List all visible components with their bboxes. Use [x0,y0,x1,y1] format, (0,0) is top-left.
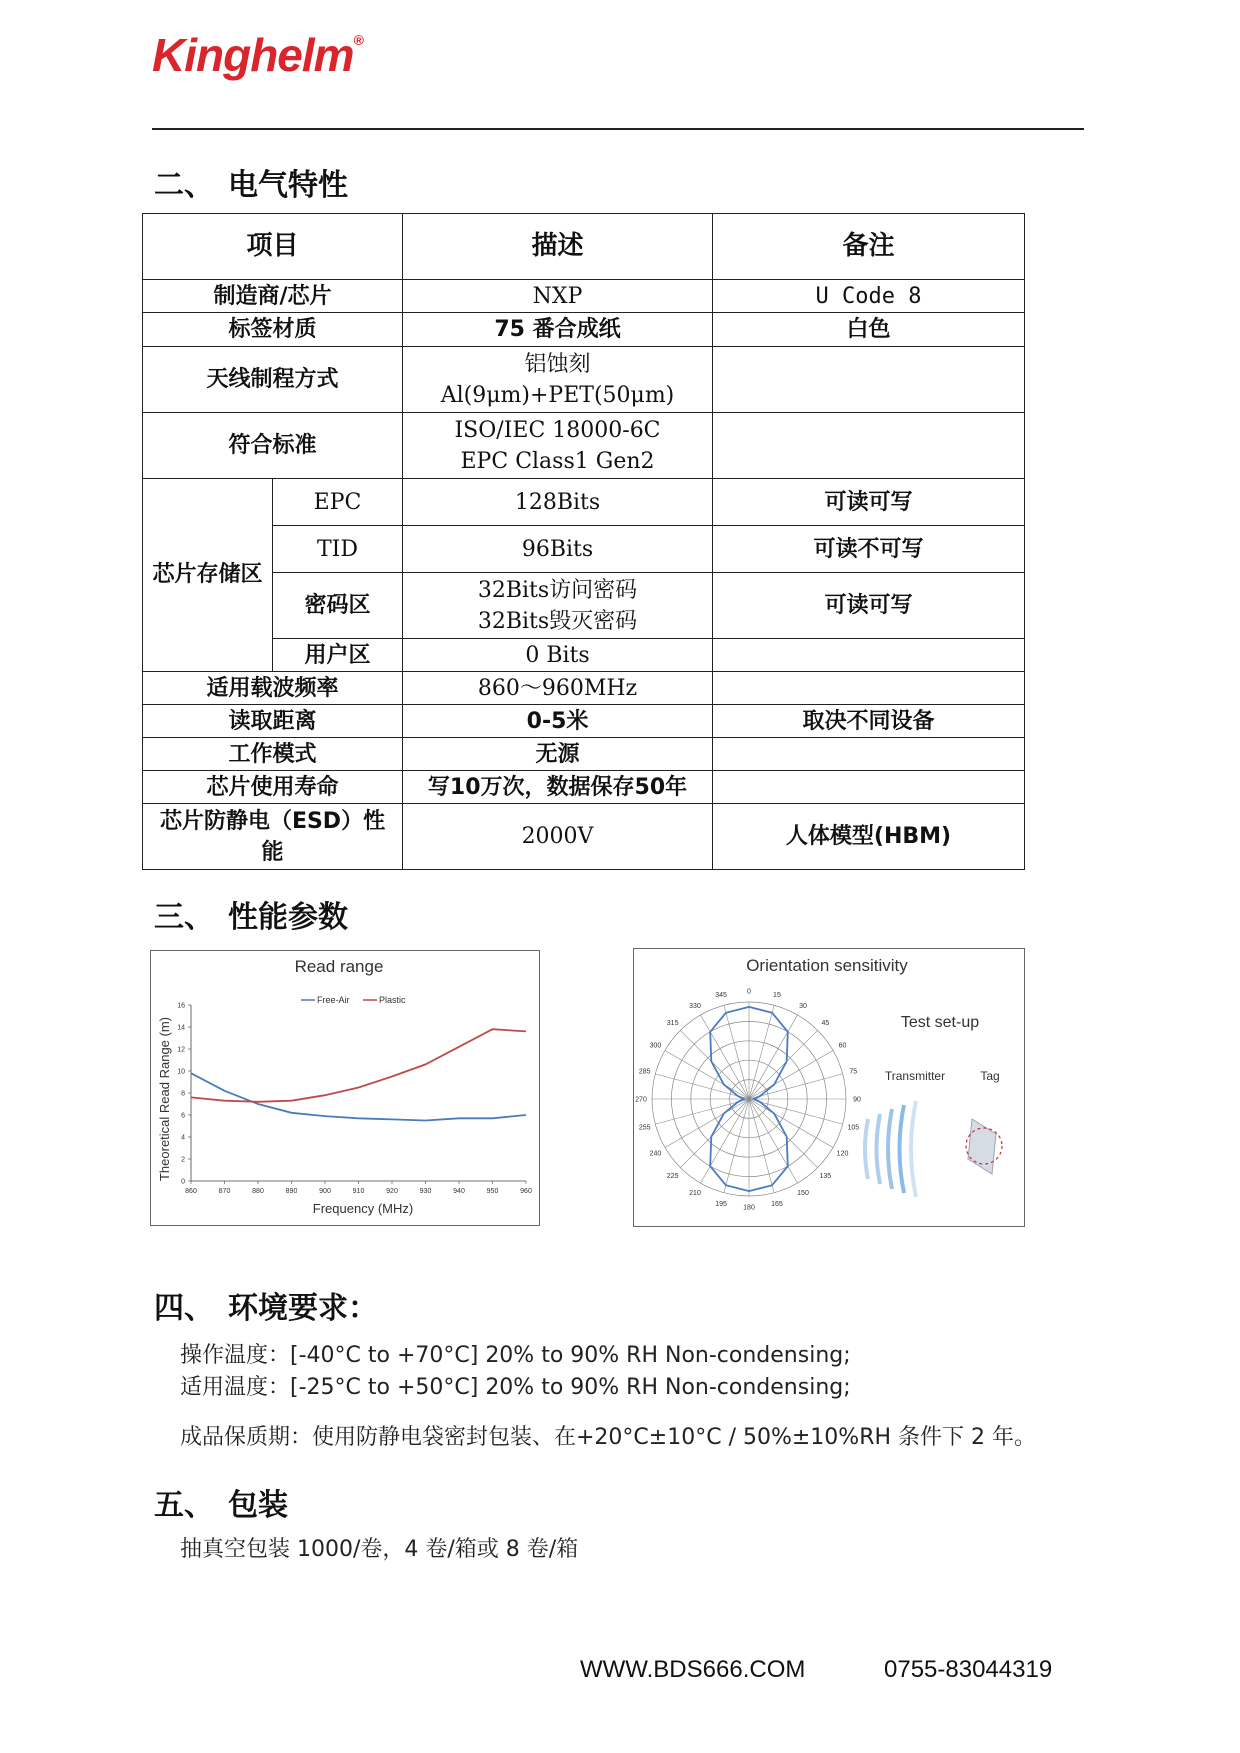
row-sublabel: 密码区 [273,573,403,639]
polar-spoke [749,1099,833,1148]
row-value [403,413,713,479]
tag-label: Tag [980,1069,1000,1083]
polar-spoke [724,1099,749,1193]
legend-label: Free-Air [317,995,350,1005]
table-row [143,573,1025,639]
x-tick-label: 870 [218,1188,231,1195]
row-value [403,347,713,413]
storage-group-label: 芯片存储区 [143,479,273,672]
angle-tick-label: 120 [836,1150,849,1158]
y-tick-label: 4 [181,1134,185,1142]
table-row [143,738,1025,771]
angle-tick-label: 165 [771,1200,783,1208]
polar-spoke [749,1099,843,1124]
chart-axes [177,1003,532,1196]
table-row [143,804,1025,870]
row-value-line: Al(9μm)+PET(50μm) [440,382,675,408]
y-tick-label: 2 [181,1156,185,1164]
table-row [143,672,1025,705]
x-tick-label: 930 [419,1188,432,1195]
footer-website[interactable]: WWW.BDS666.COM [580,1656,806,1683]
polar-spoke [749,1015,798,1099]
section-5-number: 五、 [154,1488,214,1523]
row-value: NXP [403,280,713,313]
header-item: 项目 [143,214,403,280]
x-tick-label: 910 [352,1188,365,1195]
packaging-text: 抽真空包装 1000/卷，4 卷/箱或 8 卷/箱 [180,1537,579,1562]
y-tick-label: 16 [177,1002,185,1010]
setup-label: Test set-up [900,1014,980,1031]
row-remark [713,738,1025,771]
x-tick-label: 960 [520,1188,532,1195]
env-operating-temp: 操作温度：[-40°C to +70°C] 20% to 90% RH Non-condensing; [180,1343,851,1368]
angle-tick-label: 45 [821,1020,830,1028]
electrical-spec-table [142,213,1025,870]
row-label: 符合标准 [143,413,403,479]
row-remark [713,639,1025,672]
chart-legend [301,995,406,1005]
section-2-number: 二、 [154,168,214,203]
row-label: 工作模式 [143,738,403,771]
polar-grid [635,989,861,1212]
footer-phone: 0755-83044319 [884,1656,1053,1683]
table-header-row [143,214,1025,280]
polar-spoke [749,1030,818,1099]
angle-tick-label: 15 [773,992,781,1000]
series-line-plastic [191,1029,526,1102]
row-value: 0-5米 [403,705,713,738]
polar-spoke [680,1099,749,1168]
angle-tick-label: 285 [638,1068,651,1076]
read-range-svg [151,951,539,1225]
row-value: 128Bits [403,479,713,526]
polar-spoke [749,1074,843,1099]
section-4-heading [154,1283,378,1327]
table-row [143,705,1025,738]
angle-tick-label: 150 [797,1190,809,1198]
orientation-chart [633,948,1025,1227]
y-tick-label: 6 [181,1112,185,1120]
polar-spoke [655,1074,749,1099]
row-label: 标签材质 [143,313,403,347]
angle-tick-label: 315 [666,1020,679,1028]
row-value: 75 番合成纸 [403,313,713,347]
section-2-heading [154,160,348,204]
x-tick-label: 920 [386,1188,398,1195]
row-label: 读取距离 [143,705,403,738]
row-label: 天线制程方式 [143,347,403,413]
polar-spoke [665,1099,749,1148]
table-row [143,280,1025,313]
section-4-number: 四、 [154,1291,214,1326]
row-remark: 人体模型(HBM) [713,804,1025,870]
row-value: 0 Bits [403,639,713,672]
section-2-title: 电气特性 [228,168,348,203]
y-tick-label: 14 [177,1024,185,1032]
angle-tick-label: 345 [715,992,727,1000]
y-tick-label: 0 [181,1178,185,1186]
row-remark: U Code 8 [713,280,1025,313]
x-tick-label: 900 [319,1188,331,1195]
row-sublabel: EPC [273,479,403,526]
angle-tick-label: 195 [715,1200,727,1208]
transmitter-waves-icon [865,1101,916,1197]
tag-icon [966,1119,1002,1174]
header-divider [152,128,1084,130]
section-5-heading [154,1480,288,1524]
angle-tick-label: 330 [689,1002,701,1010]
row-remark [713,347,1025,413]
polar-spoke [655,1099,749,1124]
row-label: 芯片防静电（ESD）性能 [143,804,403,870]
polar-spoke [680,1030,749,1099]
header-remarks: 备注 [713,214,1025,280]
row-label: 制造商/芯片 [143,280,403,313]
read-range-chart [150,950,540,1226]
polar-spoke [749,1005,774,1099]
row-value [403,573,713,639]
angle-tick-label: 300 [649,1042,662,1050]
angle-tick-label: 0 [747,988,751,996]
x-axis-label: Frequency (MHz) [312,1201,414,1216]
table-row [143,639,1025,672]
polar-spoke [701,1015,750,1099]
polar-spoke [749,1099,798,1183]
row-remark [713,413,1025,479]
row-value: 96Bits [403,526,713,573]
x-tick-label: 950 [486,1188,499,1195]
polar-spoke [749,1051,833,1100]
orientation-svg [634,949,1024,1226]
row-value-line: EPC Class1 Gen2 [460,448,655,474]
polar-spoke [665,1051,749,1100]
angle-tick-label: 105 [847,1124,860,1132]
polar-spoke [701,1099,750,1183]
angle-tick-label: 30 [799,1002,807,1010]
row-remark: 取决不同设备 [713,705,1025,738]
brand-logo [152,28,363,82]
angle-tick-label: 135 [819,1172,832,1180]
row-value-line: ISO/IEC 18000-6C [454,417,661,443]
angle-tick-label: 225 [666,1172,679,1180]
table-row [143,313,1025,347]
angle-tick-label: 75 [849,1068,858,1076]
row-value-line: 铝蚀刻 [524,351,591,377]
row-remark: 白色 [713,313,1025,347]
row-remark: 可读可写 [713,479,1025,526]
row-remark [713,771,1025,804]
row-value-line: 32Bits毁灭密码 [477,608,638,634]
table-row [143,347,1025,413]
table-row [143,413,1025,479]
row-value: 860～960MHz [403,672,713,705]
x-tick-label: 890 [285,1188,298,1195]
row-label: 芯片使用寿命 [143,771,403,804]
row-remark [713,672,1025,705]
x-tick-label: 940 [453,1188,465,1195]
row-sublabel: 用户区 [273,639,403,672]
chart-title: Orientation sensitivity [746,956,908,975]
angle-tick-label: 255 [638,1124,651,1132]
legend-label: Plastic [379,995,406,1005]
transmitter-label: Transmitter [884,1069,946,1083]
row-value: 写10万次，数据保存50年 [403,771,713,804]
row-remark: 可读可写 [713,573,1025,639]
section-4-title: 环境要求： [228,1291,378,1326]
env-storage-temp: 适用温度：[-25°C to +50°C] 20% to 90% RH Non-condensing; [180,1375,851,1400]
row-value-line: 32Bits访问密码 [477,577,638,603]
angle-tick-label: 270 [635,1096,647,1104]
section-3-heading [154,892,348,936]
row-value: 无源 [403,738,713,771]
y-tick-label: 8 [181,1090,185,1098]
x-tick-label: 880 [252,1188,264,1195]
chart-series [191,1029,526,1120]
row-remark: 可读不可写 [713,526,1025,573]
row-value: 2000V [403,804,713,870]
section-3-number: 三、 [154,900,214,935]
polar-spoke [749,1099,774,1193]
table-row [143,771,1025,804]
chart-title: Read range [294,957,384,976]
env-shelf-life: 成品保质期：使用防静电袋密封包装、在+20°C±10°C / 50%±10%RH 条件下 2 年。 [180,1425,1037,1450]
polar-spoke [724,1005,749,1099]
angle-tick-label: 60 [838,1042,847,1050]
y-axis-label: Theoretical Read Range (m) [157,1016,172,1182]
angle-tick-label: 240 [649,1150,662,1158]
section-5-title: 包装 [228,1488,288,1523]
header-description: 描述 [403,214,713,280]
angle-tick-label: 210 [689,1190,701,1198]
x-tick-label: 860 [185,1188,197,1195]
table-row [143,479,1025,526]
row-sublabel: TID [273,526,403,573]
angle-tick-label: 90 [853,1096,861,1104]
y-tick-label: 12 [177,1046,185,1054]
registered-mark: ® [353,32,363,48]
series-line-free-air [191,1073,526,1120]
logo-text: Kinghelm [152,29,354,81]
table-row [143,526,1025,573]
polar-spoke [749,1099,818,1168]
angle-tick-label: 180 [743,1204,755,1212]
y-tick-label: 10 [177,1068,185,1076]
section-3-title: 性能参数 [228,900,348,935]
row-label: 适用载波频率 [143,672,403,705]
